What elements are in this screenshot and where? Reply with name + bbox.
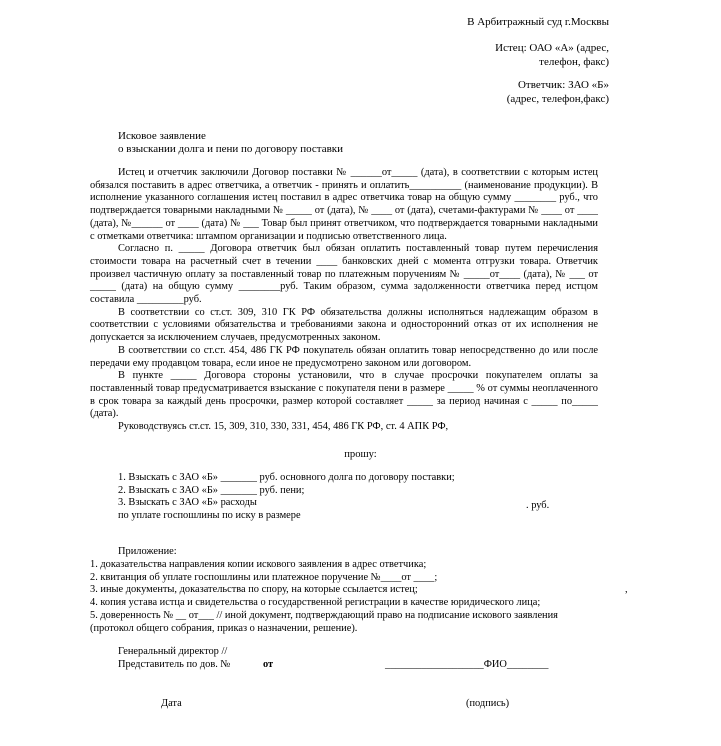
claim-item: 1. Взыскать с ЗАО «Б» _______ руб. основного долга по договору поставки; — [118, 472, 455, 483]
director-label: Генеральный директор // — [118, 646, 228, 657]
date-label: Дата — [161, 698, 182, 709]
paragraph-payment-terms: Согласно п. _____ Договора ответчик был обязан оплатить поставленный товар путем перечисления стоимости товара на расчетный счет в течении ____ банковских дней с момента отгрузки товара. Ответчик произвел частичную оплату за поставленный товар по платежным поручениям № _____от____ (дата), № ___ от _____ (дата) на общую сумму ________руб. Таким образом, сумма задолженности ответчика перед истцом составила _________руб. — [90, 243, 598, 306]
stray-comma: , — [625, 584, 628, 595]
appendix-item: 1. доказательства направления копии искового заявления в адрес ответчика; — [90, 559, 427, 570]
appendix-item: 2. квитанция об уплате госпошлины или платежное поручение №____от ____; — [90, 571, 438, 583]
defendant-line-2: (адрес, телефон,факс) — [506, 92, 609, 105]
paragraph-law-454-486: В соответствии со ст.ст. 454, 486 ГК РФ покупатель обязан оплатить товар непосредственно до или после передачи ему продавцом товара, если иное не предусмотрено законом или договором. — [90, 344, 598, 369]
title-line-2: о взыскании долга и пени по договору поставки — [118, 143, 344, 155]
plaintiff-line-2: телефон, факс) — [539, 55, 609, 68]
appendix-item: 5. доверенность № __ от___ // иной документ, подтверждающий право на подписание искового заявления (протокол общего собрания, приказ о назначении, решение). — [90, 609, 558, 634]
defendant-line-1: Ответчик: ЗАО «Б» — [517, 79, 609, 91]
header-defendant — [507, 79, 609, 106]
claim-item-tail: по уплате госпошлины по иску в размере — [118, 510, 301, 522]
claims-rub: . руб. — [526, 500, 550, 511]
paragraph-contract: Истец и отчетчик заключили Договор поставки № ______от_____ (дата), в соответствии с которым истец обязался поставить в адрес ответчика, а ответчик - принять и оплатить__________ (наименование продукции). В исполнение указанного соглашения истец поставил в адрес ответчика товар на общую сумму ________ руб., что подтверждается товарными накладными № _____ от (дата), № ____ от (дата), счетами-фактурами № ____ от ____ (дата), №______ от ____ (дата) № ___ Товар был принят ответчиком, что подтверждается товарными накладными с отметками ответчика: штампом организации и подписью ответственного лица. — [90, 167, 598, 242]
appendix-item: 4. копия устава истца и свидетельства о государственной регистрации в качестве юридического лица; — [90, 597, 541, 609]
fio-line: ___________________ФИО________ — [385, 659, 549, 670]
claim-body — [90, 167, 598, 434]
header-court: В Арбитражный суд г.Москвы — [467, 16, 609, 28]
plaintiff-line-1: Истец: ОАО «А» (адрес, — [495, 42, 609, 54]
title-line-1: Исковое заявление — [118, 130, 206, 142]
claims-list — [118, 472, 455, 523]
claim-item: 2. Взыскать с ЗАО «Б» _______ руб. пени; — [118, 484, 305, 496]
paragraph-legal-basis: Руководствуясь ст.ст. 15, 309, 310, 330, 331, 454, 486 ГК РФ, ст. 4 АПК РФ, — [118, 421, 449, 433]
appendix-title: Приложение: — [118, 546, 177, 557]
paragraph-law-309-310: В соответствии со ст.ст. 309, 310 ГК РФ обязательства должны исполняться надлежащим образом в соответствии с условиями обязательства и требованиями закона и односторонний отказ от их исполнения не допускается за исключением случаев, предусмотренных законом. — [90, 306, 598, 344]
appendix-item: 3. иные документы, доказательства по спору, на которые ссылается истец; — [90, 584, 418, 596]
request-word: прошу: — [344, 449, 377, 460]
representative-ot: от — [263, 659, 274, 670]
representative-label: Представитель по дов. № — [118, 659, 231, 670]
document-title — [118, 130, 343, 156]
header-plaintiff — [495, 42, 609, 69]
appendix-list — [90, 559, 598, 635]
paragraph-penalty: В пункте _____ Договора стороны установили, что в случае просрочки покупателем оплаты за поставленный товар предусматривается взыскание с покупателя пени в размере _____ % от суммы неоплаченного в срок товара за каждый день просрочки, размер которой составляет _____ за период начиная с _____ по_____ (дата). — [90, 370, 598, 420]
claim-item: 3. Взыскать с ЗАО «Б» расходы — [118, 497, 257, 509]
signature-label: (подпись) — [466, 698, 510, 709]
